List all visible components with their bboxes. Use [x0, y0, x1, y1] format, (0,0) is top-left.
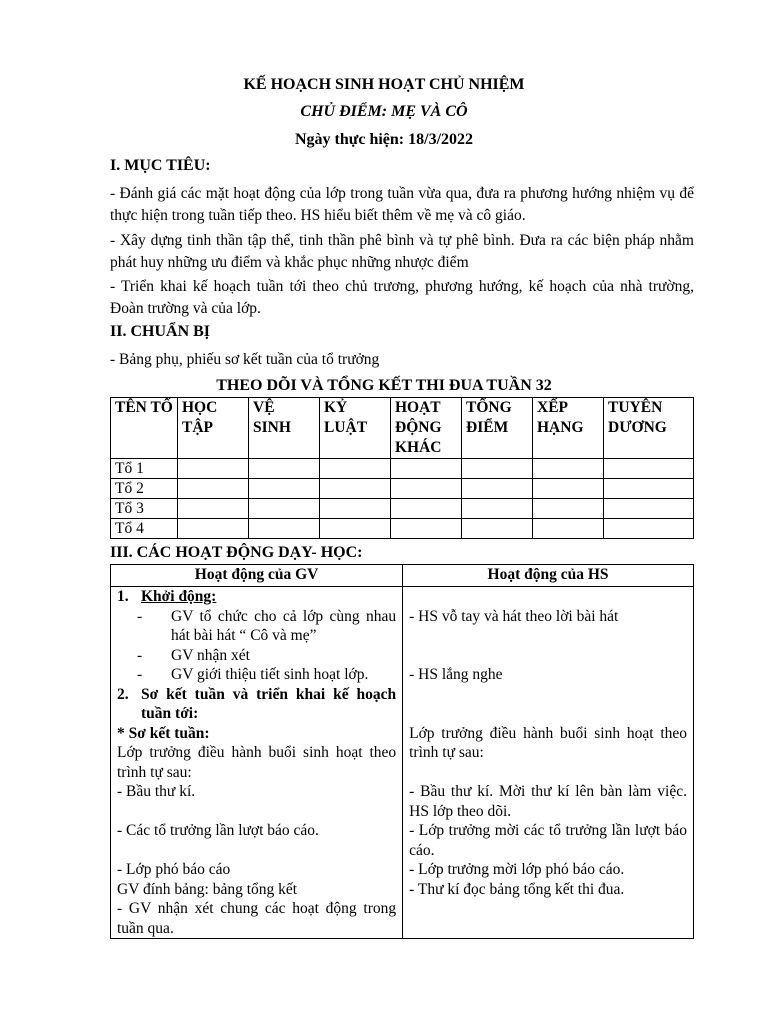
- activities-body-row: [111, 587, 694, 939]
- list-item: - GV giới thiệu tiết sinh hoạt lớp.: [137, 666, 369, 683]
- list-item: - GV tổ chức cho cả lớp cùng nhau hát bài hát “ Cô và mẹ”: [137, 607, 397, 644]
- teacher-line: Lớp trưởng điều hành buổi sinh hoạt theo trình tự sau:: [117, 744, 397, 781]
- section-heading-activities: III. CÁC HOẠT ĐỘNG DẠY- HỌC:: [110, 544, 363, 561]
- preparation-paragraph: - Bảng phụ, phiếu sơ kết tuần của tổ trưởng: [110, 351, 380, 368]
- objective-paragraph-1: - Đánh giá các mặt hoạt động của lớp trong tuần vừa qua, đưa ra phương hướng nhiệm vụ để thực hiện trong tuần tiếp theo. HS hiểu biết thêm về mẹ và cô giáo.: [110, 185, 694, 224]
- group-name-cell: Tổ 3: [111, 499, 178, 519]
- student-activity-header: Hoạt động của HS: [403, 565, 694, 587]
- score-header-cell: TỔNG ĐIỂM: [462, 398, 533, 459]
- group-name-cell: Tổ 4: [111, 519, 178, 539]
- score-header-cell: XẾP HẠNG: [533, 398, 604, 459]
- table-row: [111, 499, 694, 519]
- table-row: [111, 459, 694, 479]
- activities-header-row: [111, 565, 694, 587]
- document-subtitle: CHỦ ĐIỂM: MẸ VÀ CÔ: [300, 103, 468, 120]
- list-item: - GV nhận xét: [137, 646, 250, 664]
- student-line: - Bầu thư kí. Mời thư kí lên bàn làm việc. HS lớp theo dõi.: [409, 783, 687, 820]
- table-row: [111, 479, 694, 499]
- score-header-cell: HỌC TẬP: [178, 398, 249, 459]
- section-heading-objectives: I. MỤC TIÊU:: [110, 157, 211, 174]
- student-line: - Lớp trưởng mời các tổ trưởng lần lượt báo cáo.: [409, 822, 687, 859]
- activities-table: [110, 564, 694, 939]
- objective-paragraph-3: - Triển khai kế hoạch tuần tới theo chủ trương, phương hướng, kế hoạch của nhà trường, Đoàn trường và của lớp.: [110, 278, 694, 317]
- teacher-line: - Lớp phó báo cáo: [117, 861, 231, 878]
- document-title: KẾ HOẠCH SINH HOẠT CHỦ NHIỆM: [243, 76, 525, 93]
- score-header-cell: VỆ SINH: [249, 398, 320, 459]
- score-table: [110, 397, 694, 539]
- score-table-header-row: [111, 398, 694, 459]
- teacher-line: - Bầu thư kí.: [117, 783, 196, 800]
- student-line: - Lớp trưởng mời lớp phó báo cáo.: [409, 861, 625, 878]
- student-line: Lớp trưởng điều hành buổi sinh hoạt theo trình tự sau:: [409, 724, 687, 761]
- objective-paragraph-2: - Xây dựng tinh thần tập thể, tinh thần phê bình và tự phê bình. Đưa ra các biện pháp nhằm phát huy những ưu điểm và khắc phục những nhược điểm: [110, 232, 694, 271]
- group-name-cell: Tổ 2: [111, 479, 178, 499]
- score-table-title: THEO DÕI VÀ TỔNG KẾT THI ĐUA TUẦN 32: [216, 377, 552, 394]
- score-header-cell: TÊN TỔ: [111, 398, 178, 459]
- teacher-line: - Các tổ trưởng lần lượt báo cáo.: [117, 822, 319, 839]
- score-header-cell: TUYÊN DƯƠNG: [604, 398, 694, 459]
- score-header-cell: HOẠT ĐỘNG KHÁC: [391, 398, 462, 459]
- warmup-heading: 1. Khởi động:: [117, 588, 217, 605]
- review-heading: 2. Sơ kết tuần và triển khai kế hoạch tuần tới:: [117, 685, 397, 722]
- teacher-activity-cell: [111, 587, 403, 939]
- teacher-line: GV đính bảng: bảng tổng kết: [117, 880, 298, 898]
- document-date: Ngày thực hiện: 18/3/2022: [294, 131, 474, 148]
- section-heading-preparation: II. CHUẨN BỊ: [110, 323, 211, 340]
- student-activity-cell: [403, 587, 694, 939]
- week-review-heading: * Sơ kết tuần:: [117, 724, 210, 742]
- teacher-line: - GV nhận xét chung các hoạt động trong tuần qua.: [117, 900, 397, 937]
- student-line: - Thư kí đọc bảng tổng kết thi đua.: [409, 880, 625, 898]
- teacher-activity-header: Hoạt động của GV: [111, 565, 403, 587]
- student-line: - HS lắng nghe: [409, 666, 503, 683]
- group-name-cell: Tổ 1: [111, 459, 178, 479]
- table-row: [111, 519, 694, 539]
- score-header-cell: KỶ LUẬT: [320, 398, 391, 459]
- student-line: - HS vỗ tay và hát theo lời bài hát: [409, 607, 619, 625]
